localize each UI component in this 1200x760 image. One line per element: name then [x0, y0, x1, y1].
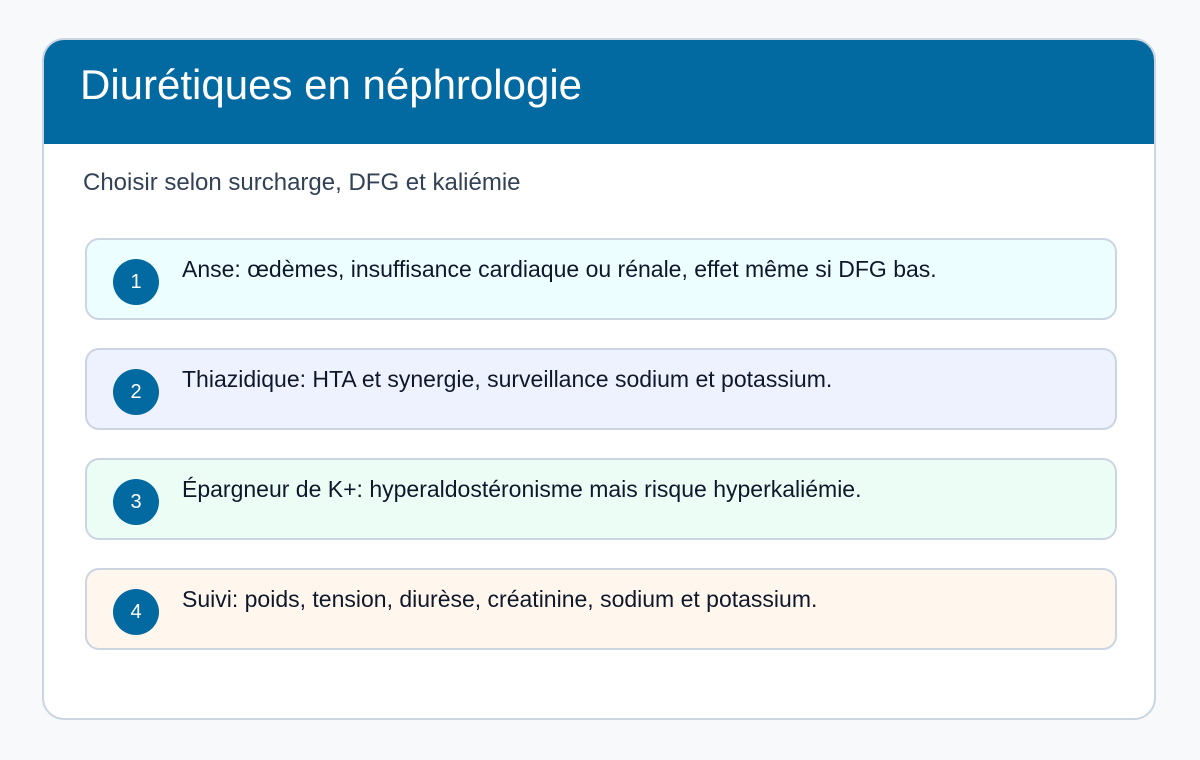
numbered-list: [85, 238, 1117, 678]
list-item-text: Thiazidique: HTA et synergie, surveillance sodium et potassium.: [182, 366, 833, 392]
list-item-text: Suivi: poids, tension, diurèse, créatinine, sodium et potassium.: [182, 586, 818, 612]
page-title: Diurétiques en néphrologie: [80, 61, 583, 108]
list-item-3: [85, 458, 1117, 540]
step-number-badge: 2: [113, 369, 159, 415]
step-number-badge: 4: [113, 589, 159, 635]
header-bar: [44, 40, 1154, 144]
list-item-2: [85, 348, 1117, 430]
step-number-badge: 3: [113, 479, 159, 525]
list-item-1: [85, 238, 1117, 320]
list-item-4: [85, 568, 1117, 650]
step-number-badge: 1: [113, 259, 159, 305]
list-item-text: Anse: œdèmes, insuffisance cardiaque ou rénale, effet même si DFG bas.: [182, 256, 937, 282]
page-subtitle: Choisir selon surcharge, DFG et kaliémie: [83, 169, 521, 196]
list-item-text: Épargneur de K+: hyperaldostéronisme mais risque hyperkaliémie.: [182, 476, 862, 502]
content-card: [42, 38, 1156, 720]
